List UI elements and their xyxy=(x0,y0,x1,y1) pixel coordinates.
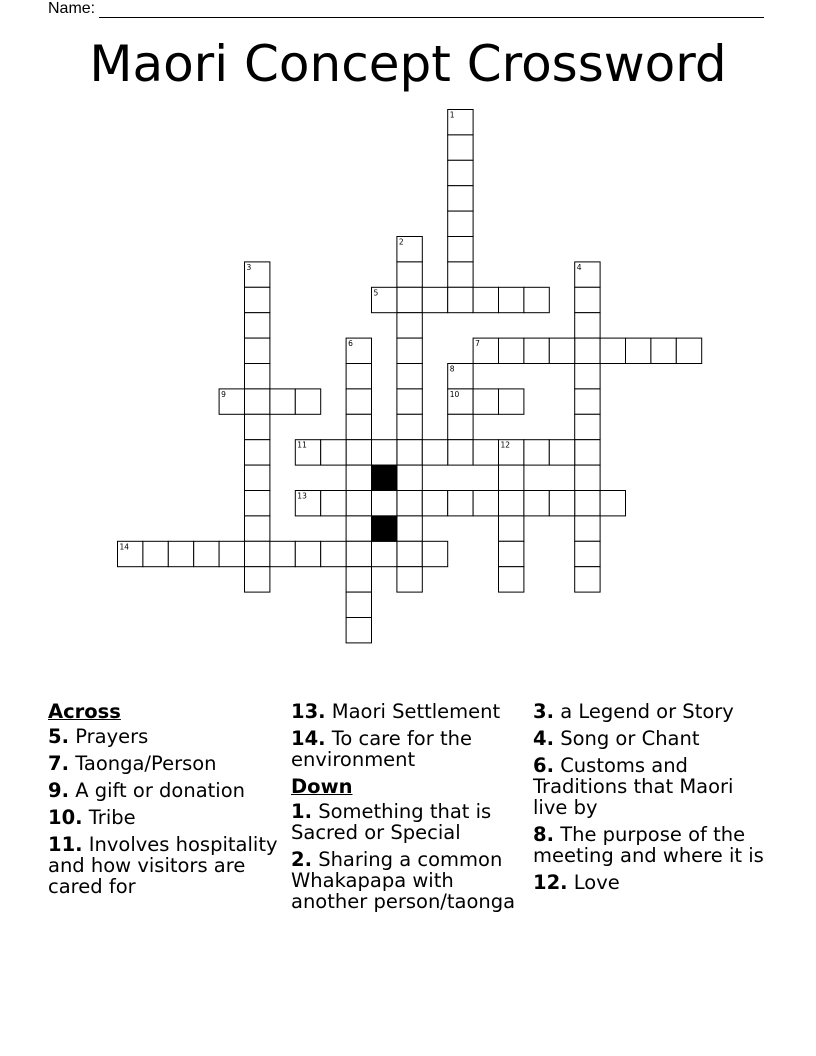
clue-down-6 xyxy=(533,755,771,818)
grid-cell[interactable] xyxy=(346,440,371,465)
clue-number: 9. xyxy=(48,779,69,802)
grid-cell[interactable] xyxy=(321,491,346,516)
grid-cell[interactable] xyxy=(499,516,524,541)
blocked-cell xyxy=(372,465,397,490)
clue-down-1 xyxy=(291,801,529,843)
clue-text: Song or Chant xyxy=(560,727,700,750)
clue-number-label: 2 xyxy=(398,237,404,247)
clue-across-7 xyxy=(48,753,286,774)
clues-column-2 xyxy=(291,701,529,918)
grid-cell[interactable] xyxy=(549,491,574,516)
clue-number: 10. xyxy=(48,806,83,829)
grid-cell[interactable] xyxy=(372,440,397,465)
grid-cell[interactable] xyxy=(575,491,600,516)
clue-number: 7. xyxy=(48,752,69,775)
clue-down-12 xyxy=(533,872,771,893)
grid-cell[interactable] xyxy=(499,338,524,363)
grid-cell[interactable] xyxy=(448,414,473,439)
grid-cell[interactable] xyxy=(422,491,447,516)
clue-number-label: 4 xyxy=(576,262,582,272)
grid-cell[interactable] xyxy=(575,338,600,363)
grid-cell[interactable] xyxy=(245,516,270,541)
grid-cell[interactable] xyxy=(448,262,473,287)
clues-column-1 xyxy=(48,701,286,903)
clue-number: 11. xyxy=(48,833,83,856)
clue-text: To care for the environment xyxy=(291,727,472,771)
grid-cell[interactable] xyxy=(397,287,422,312)
clue-across-9 xyxy=(48,780,286,801)
clue-number-label: 1 xyxy=(449,110,455,120)
grid-cell[interactable] xyxy=(397,465,422,490)
grid-cell[interactable] xyxy=(245,491,270,516)
clue-number: 8. xyxy=(533,823,554,846)
clues-column-3 xyxy=(533,701,771,899)
grid-cell[interactable] xyxy=(600,491,625,516)
grid-cell[interactable] xyxy=(346,389,371,414)
grid-cell[interactable] xyxy=(245,364,270,389)
grid-cell[interactable] xyxy=(372,491,397,516)
clue-down-3 xyxy=(533,701,771,722)
grid-cell[interactable] xyxy=(397,516,422,541)
clue-number-label: 8 xyxy=(449,364,455,374)
grid-cell[interactable] xyxy=(397,440,422,465)
grid-cell[interactable] xyxy=(473,389,498,414)
grid-cell[interactable] xyxy=(575,516,600,541)
grid-cell[interactable] xyxy=(575,414,600,439)
grid-cell[interactable] xyxy=(575,313,600,338)
grid-cell[interactable] xyxy=(295,541,320,566)
grid-cell[interactable] xyxy=(397,541,422,566)
grid-cell[interactable] xyxy=(448,491,473,516)
grid-cell[interactable] xyxy=(245,338,270,363)
grid-cell[interactable] xyxy=(473,440,498,465)
clue-number-label: 7 xyxy=(475,339,480,349)
grid-cell[interactable] xyxy=(321,440,346,465)
grid-cell[interactable] xyxy=(346,465,371,490)
clue-number-label: 6 xyxy=(348,339,353,349)
grid-cell[interactable] xyxy=(575,567,600,592)
clue-across-5 xyxy=(48,726,286,747)
grid-cell[interactable] xyxy=(168,541,193,566)
name-label: Name: xyxy=(48,0,96,17)
grid-cell[interactable] xyxy=(676,338,701,363)
grid-cell[interactable] xyxy=(499,567,524,592)
grid-cell[interactable] xyxy=(422,440,447,465)
clue-down-8 xyxy=(533,824,771,866)
grid-cell[interactable] xyxy=(524,338,549,363)
grid-cell[interactable] xyxy=(448,440,473,465)
clue-text: Tribe xyxy=(88,806,136,829)
grid-cell[interactable] xyxy=(295,389,320,414)
clue-number: 4. xyxy=(533,727,554,750)
grid-cell[interactable] xyxy=(575,287,600,312)
grid-cell[interactable] xyxy=(397,414,422,439)
clue-number-label: 11 xyxy=(297,440,307,450)
grid-cell[interactable] xyxy=(372,541,397,566)
grid-cell[interactable] xyxy=(397,313,422,338)
clue-across-13 xyxy=(291,701,529,722)
clue-number: 13. xyxy=(291,700,326,723)
grid-cell[interactable] xyxy=(346,491,371,516)
clue-across-14 xyxy=(291,728,529,770)
grid-cell[interactable] xyxy=(575,364,600,389)
clue-text: Taonga/Person xyxy=(75,752,217,775)
clue-text: a Legend or Story xyxy=(560,700,734,723)
grid-cell[interactable] xyxy=(245,287,270,312)
grid-cell[interactable] xyxy=(448,160,473,185)
down-heading: Down xyxy=(291,775,353,798)
grid-cell[interactable] xyxy=(448,186,473,211)
clue-number: 1. xyxy=(291,800,312,823)
grid-cell[interactable] xyxy=(346,541,371,566)
grid-cell[interactable] xyxy=(245,389,270,414)
clue-number-label: 9 xyxy=(221,389,226,399)
grid-cell[interactable] xyxy=(448,237,473,262)
clue-number: 14. xyxy=(291,727,326,750)
grid-cell[interactable] xyxy=(245,440,270,465)
grid-cell[interactable] xyxy=(270,389,295,414)
grid-cell[interactable] xyxy=(422,541,447,566)
clue-down-4 xyxy=(533,728,771,749)
clue-text: Customs and Traditions that Maori live by xyxy=(533,754,734,819)
clue-text: A gift or donation xyxy=(75,779,246,802)
grid-cell[interactable] xyxy=(549,440,574,465)
clue-text: Sharing a common Whakapapa with another person/taonga xyxy=(291,848,516,913)
clue-text: Something that is Sacred or Special xyxy=(291,800,492,844)
clue-number-label: 12 xyxy=(500,440,511,450)
clue-text: The purpose of the meeting and where it is xyxy=(533,823,764,867)
grid-cell[interactable] xyxy=(397,389,422,414)
grid-cell[interactable] xyxy=(219,541,244,566)
grid-cell[interactable] xyxy=(499,465,524,490)
grid-cell[interactable] xyxy=(575,541,600,566)
grid-cell[interactable] xyxy=(143,541,168,566)
grid-cell[interactable] xyxy=(499,287,524,312)
grid-cell[interactable] xyxy=(245,541,270,566)
grid-cell[interactable] xyxy=(575,389,600,414)
clue-number: 5. xyxy=(48,725,69,748)
clue-number-label: 10 xyxy=(449,389,460,399)
grid-cell[interactable] xyxy=(346,516,371,541)
grid-cell[interactable] xyxy=(499,541,524,566)
clue-down-2 xyxy=(291,849,529,912)
grid-cell[interactable] xyxy=(245,465,270,490)
grid-cell[interactable] xyxy=(499,491,524,516)
grid-cell[interactable] xyxy=(524,287,549,312)
grid-cell[interactable] xyxy=(499,389,524,414)
grid-cell[interactable] xyxy=(346,364,371,389)
clue-text: Prayers xyxy=(75,725,149,748)
grid-cell[interactable] xyxy=(346,567,371,592)
page-title: Maori Concept Crossword xyxy=(89,35,727,93)
grid-cell[interactable] xyxy=(245,414,270,439)
clue-number: 3. xyxy=(533,700,554,723)
grid-cell[interactable] xyxy=(448,135,473,160)
grid-cell[interactable] xyxy=(245,313,270,338)
grid-cell[interactable] xyxy=(600,338,625,363)
grid-cell[interactable] xyxy=(626,338,651,363)
grid-cell[interactable] xyxy=(651,338,676,363)
grid-cell[interactable] xyxy=(575,465,600,490)
grid-cell[interactable] xyxy=(448,287,473,312)
across-heading: Across xyxy=(48,700,121,723)
clue-number: 6. xyxy=(533,754,554,777)
grid-cell[interactable] xyxy=(397,364,422,389)
clue-number-label: 3 xyxy=(246,262,252,272)
grid-cell[interactable] xyxy=(473,287,498,312)
clue-number-label: 5 xyxy=(373,288,379,298)
grid-cell[interactable] xyxy=(448,211,473,236)
clue-text: Love xyxy=(573,871,620,894)
clue-number-label: 14 xyxy=(119,542,130,552)
clue-text: Maori Settlement xyxy=(331,700,501,723)
clue-number: 12. xyxy=(533,871,568,894)
grid-cell[interactable] xyxy=(245,567,270,592)
grid-cell[interactable] xyxy=(397,262,422,287)
grid-cell[interactable] xyxy=(422,287,447,312)
clue-across-10 xyxy=(48,807,286,828)
grid-cell[interactable] xyxy=(346,618,371,643)
grid-cell[interactable] xyxy=(524,440,549,465)
clue-text: Involves hospitality and how visitors are cared for xyxy=(48,833,278,898)
grid-cell[interactable] xyxy=(194,541,219,566)
grid-cell[interactable] xyxy=(321,541,346,566)
grid-cell[interactable] xyxy=(346,414,371,439)
blocked-cell xyxy=(372,516,397,541)
grid-cell[interactable] xyxy=(397,491,422,516)
grid-cell[interactable] xyxy=(397,567,422,592)
grid-cell[interactable] xyxy=(270,541,295,566)
grid-cell[interactable] xyxy=(575,440,600,465)
grid-cell[interactable] xyxy=(473,491,498,516)
clue-number-label: 13 xyxy=(297,491,307,501)
grid-cell[interactable] xyxy=(524,491,549,516)
clue-number: 2. xyxy=(291,848,312,871)
clue-across-11 xyxy=(48,834,286,897)
grid-cell[interactable] xyxy=(549,338,574,363)
grid-cell[interactable] xyxy=(397,338,422,363)
grid-cell[interactable] xyxy=(346,592,371,617)
